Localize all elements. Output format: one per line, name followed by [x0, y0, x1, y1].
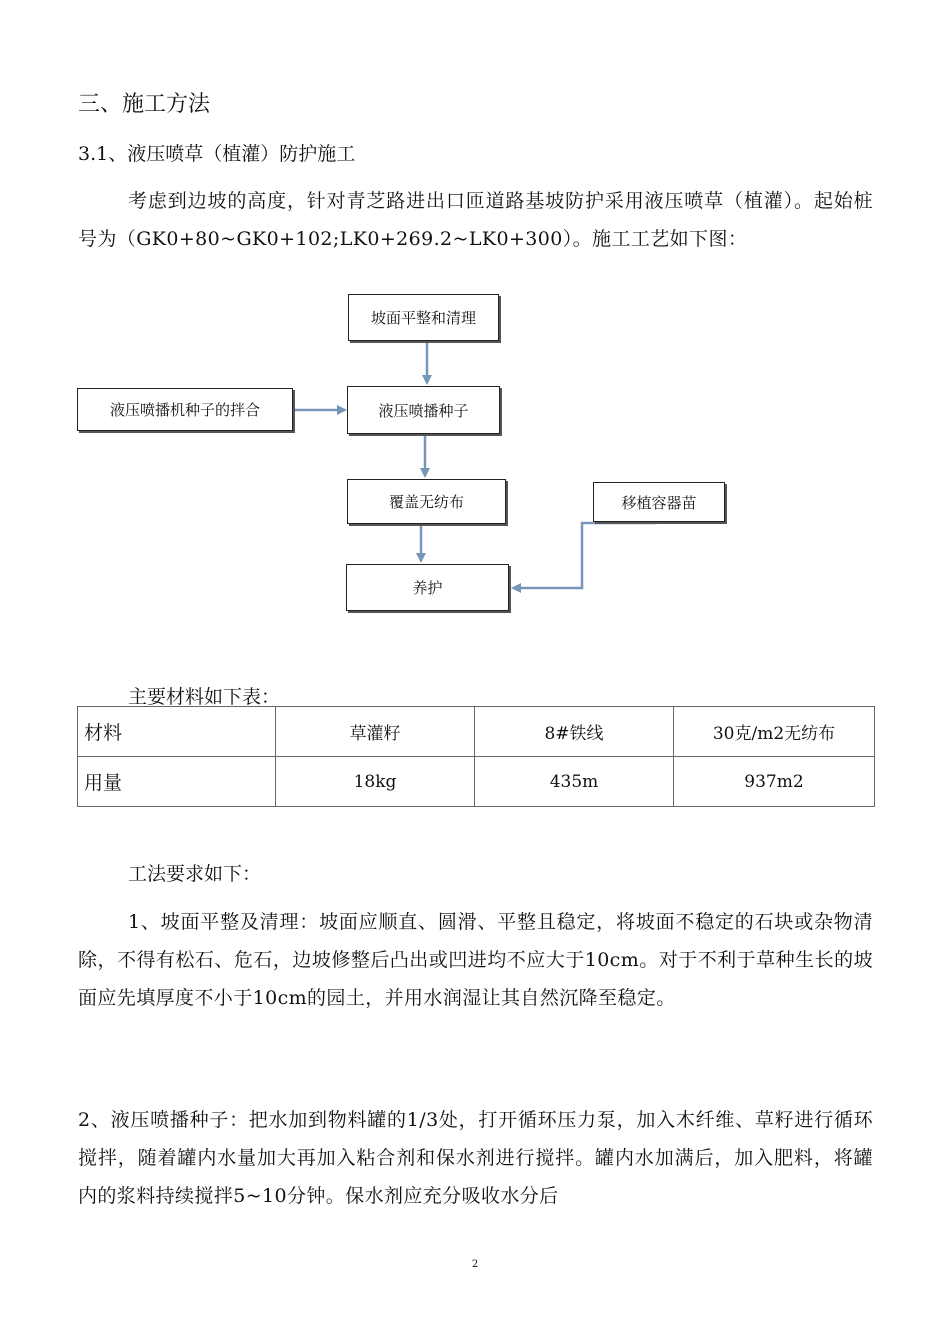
- flow-box-slope-leveling-label: 坡面平整和清理: [370, 309, 476, 327]
- table-cell: 30克/m2无纺布: [674, 707, 875, 757]
- table-row: [78, 707, 875, 757]
- table-cell: 用量: [78, 757, 276, 807]
- method-intro: 工法要求如下：: [128, 863, 262, 885]
- flow-box-maintenance-label: 养护: [412, 579, 443, 597]
- intro-paragraph: 考虑到边坡的高度，针对青芝路进出口匝道路基坡防护采用液压喷草（植灌）。起始桩号为（GK0+80~GK0+102;LK0+269.2~LK0+300）。施工工艺如下图：: [78, 190, 873, 250]
- flow-box-maintenance: [346, 564, 509, 611]
- table-cell: 435m: [475, 757, 674, 807]
- flow-box-transplant-label: 移植容器苗: [621, 493, 697, 512]
- flow-box-hydroseeding-label: 液压喷播种子: [378, 401, 469, 420]
- flow-box-nonwoven-cover-label: 覆盖无纺布: [388, 493, 464, 511]
- table-row: [78, 757, 875, 807]
- table-cell: 18kg: [276, 757, 475, 807]
- materials-table: [77, 706, 875, 807]
- flow-box-transplant: [593, 482, 725, 522]
- flow-box-hydroseeding: [347, 386, 500, 434]
- flow-box-slope-leveling: [348, 294, 499, 341]
- table-cell: 8#铁线: [475, 707, 674, 757]
- subsection-heading: 3.1、液压喷草（植灌）防护施工: [78, 143, 356, 165]
- arrow-box5-to-box6: [513, 523, 657, 588]
- page-number: 2: [471, 1259, 479, 1270]
- step-2-paragraph: 2、液压喷播种子：把水加到物料罐的1/3处，打开循环压力泵，加入木纤维、草籽进行循环搅拌，随着罐内水量加大再加入粘合剂和保水剂进行搅拌。罐内水加满后，加入肥料，将罐内的浆料持续搅拌5~10分钟。保水剂应充分吸收水分后: [78, 1109, 873, 1207]
- table-cell: 草灌籽: [276, 707, 475, 757]
- materials-intro: 主要材料如下表：: [128, 686, 281, 708]
- table-cell: 材料: [78, 707, 276, 757]
- flow-box-nonwoven-cover: [347, 479, 506, 524]
- step-1-paragraph: 1、坡面平整及清理：坡面应顺直、圆滑、平整且稳定，将坡面不稳定的石块或杂物清除，不得有松石、危石，边坡修整后凸出或凹进均不应大于10cm。对于不利于草种生长的坡面应先填厚度不小于10cm的园土，并用水润湿让其自然沉降至稳定。: [78, 911, 873, 1009]
- flow-box-seed-mixing-label: 液压喷播机种子的拌合: [109, 401, 260, 419]
- section-heading: 三、施工方法: [78, 92, 211, 117]
- flow-box-seed-mixing: [77, 388, 293, 431]
- table-cell: 937m2: [674, 757, 875, 807]
